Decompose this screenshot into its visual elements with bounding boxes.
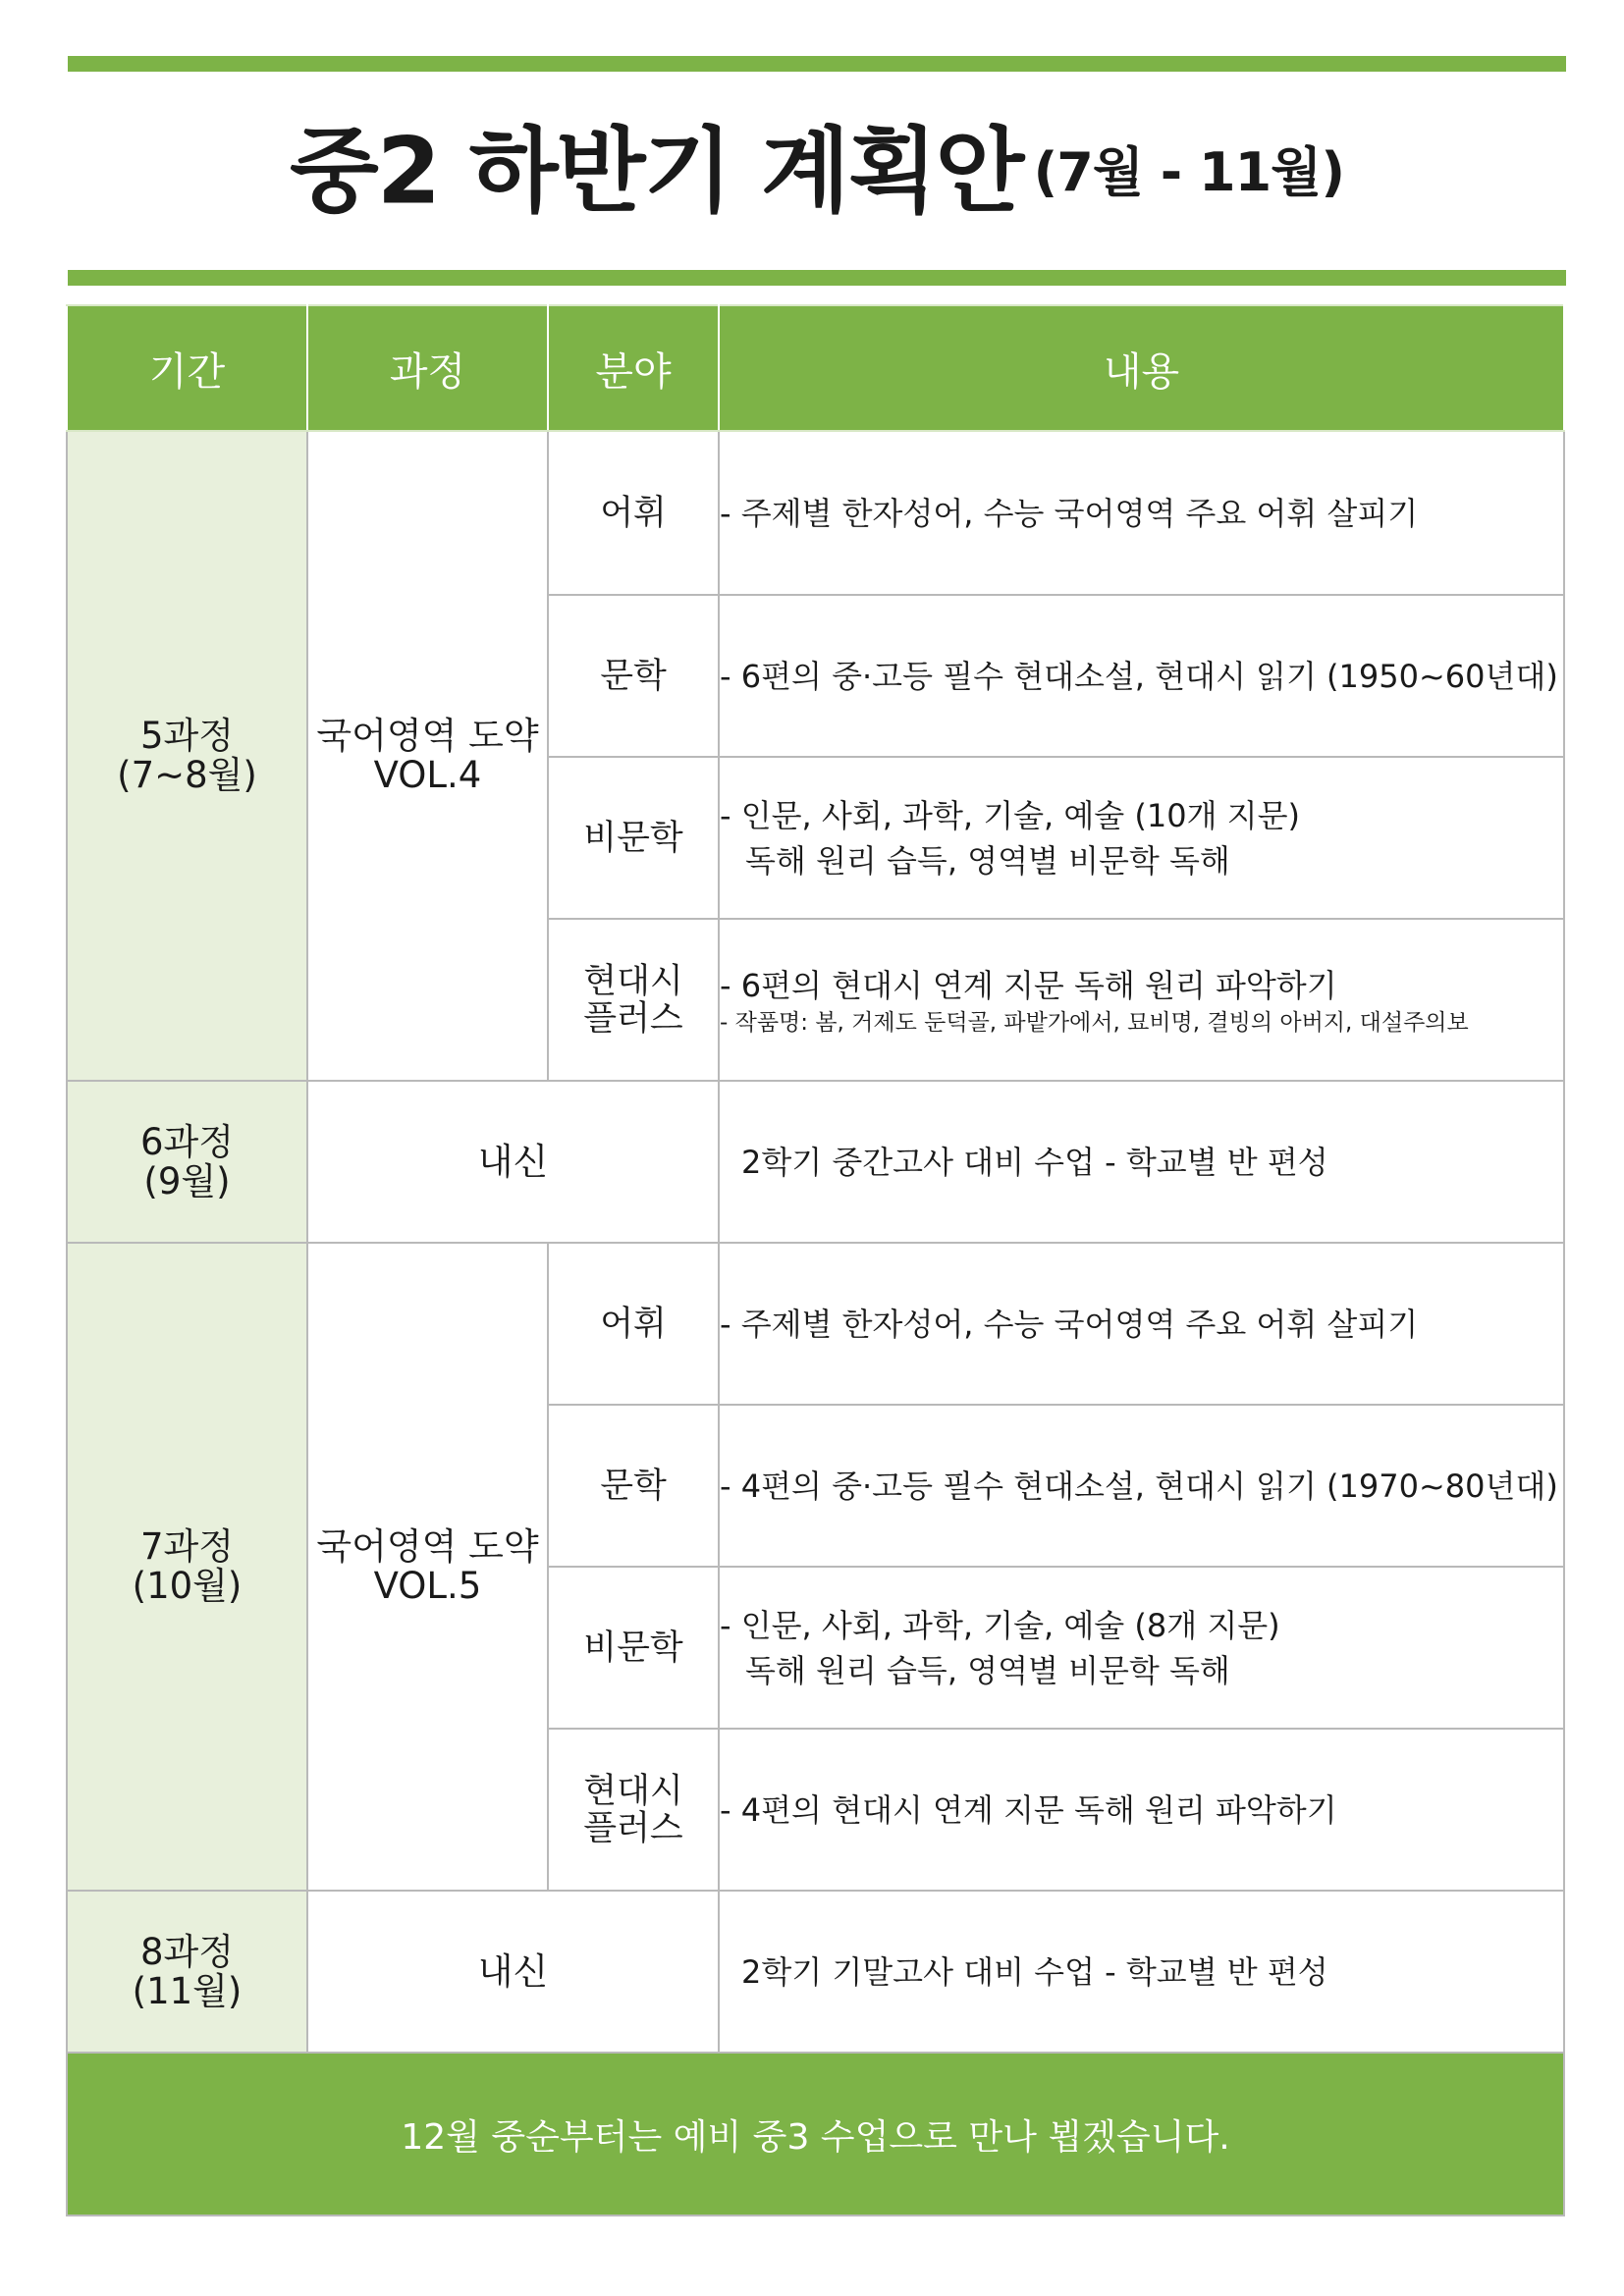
field-cell [548,1729,719,1891]
course-cell: 내신 [307,1891,719,2053]
period-months: (10월) [132,1565,243,1607]
field-line: 플러스 [583,998,683,1039]
period-cell [67,431,307,1081]
course-volume: VOL.5 [373,1565,482,1607]
period-label: 8과정 [139,1930,235,1973]
bottom-divider-bar [68,270,1566,286]
field-cell: 어휘 [548,431,719,595]
content-line: - 인문, 사회, 과학, 기술, 예술 (8개 지문) [720,1606,1280,1644]
content-line: - 인문, 사회, 과학, 기술, 예술 (10개 지문) [720,796,1300,834]
content-cell [719,919,1564,1081]
column-header-content: 내용 [719,305,1564,431]
period-months: (7~8월) [117,754,257,796]
column-header-period: 기간 [67,305,307,431]
period-label: 6과정 [139,1120,235,1163]
footer-row [67,2053,1564,2216]
field-cell: 비문학 [548,1567,719,1729]
period-label: 5과정 [139,715,235,757]
content-line: 독해 원리 습득, 영역별 비문학 독해 [745,841,1230,880]
table-row [67,1891,1564,2053]
content-cell [719,1567,1564,1729]
column-header-field: 분야 [548,305,719,431]
course-volume: VOL.4 [373,754,482,796]
footer-notice: 12월 중순부터는 예비 중3 수업으로 만나 뵙겠습니다. [67,2053,1564,2216]
field-line: 플러스 [583,1808,683,1848]
field-line: 현대시 [583,1771,683,1811]
period-months: (9월) [143,1159,231,1202]
course-cell [307,431,548,1081]
period-cell [67,1243,307,1891]
plan-table [66,304,1565,2216]
course-name: 국어영역 도약 [316,1525,539,1568]
course-cell: 내신 [307,1081,719,1243]
table-row [67,431,1564,595]
content-line: 독해 원리 습득, 영역별 비문학 독해 [745,1651,1230,1689]
content-cell: - 4편의 현대시 연계 지문 독해 원리 파악하기 [719,1729,1564,1891]
page-title [68,108,1566,236]
title-main: 중2 하반기 계획안 [289,118,1023,226]
table-row [67,1081,1564,1243]
content-cell [719,757,1564,919]
course-cell [307,1243,548,1891]
title-date-range: (7월 - 11월) [1033,140,1344,203]
content-cell: - 4편의 중·고등 필수 현대소설, 현대시 읽기 (1970~80년대) [719,1405,1564,1567]
content-cell: 2학기 기말고사 대비 수업 - 학교별 반 편성 [719,1891,1564,2053]
field-line: 현대시 [583,961,683,1001]
content-cell: 2학기 중간고사 대비 수업 - 학교별 반 편성 [719,1081,1564,1243]
period-months: (11월) [132,1969,243,2012]
period-cell [67,1081,307,1243]
content-cell: - 주제별 한자성어, 수능 국어영역 주요 어휘 살피기 [719,431,1564,595]
course-name: 국어영역 도약 [316,715,539,757]
table-row [67,1243,1564,1405]
field-cell: 문학 [548,1405,719,1567]
works-list: - 작품명: 봄, 거제도 둔덕골, 파밭가에서, 묘비명, 결빙의 아버지, 대설주의보 [720,1009,1469,1036]
field-cell [548,919,719,1081]
content-cell: - 주제별 한자성어, 수능 국어영역 주요 어휘 살피기 [719,1243,1564,1405]
content-cell: - 6편의 중·고등 필수 현대소설, 현대시 읽기 (1950~60년대) [719,595,1564,757]
top-divider-bar [68,56,1566,72]
column-header-course: 과정 [307,305,548,431]
period-cell [67,1891,307,2053]
field-cell: 문학 [548,595,719,757]
period-label: 7과정 [139,1525,235,1568]
field-cell: 어휘 [548,1243,719,1405]
field-cell: 비문학 [548,757,719,919]
content-line: - 6편의 현대시 연계 지문 독해 원리 파악하기 [720,966,1337,1004]
